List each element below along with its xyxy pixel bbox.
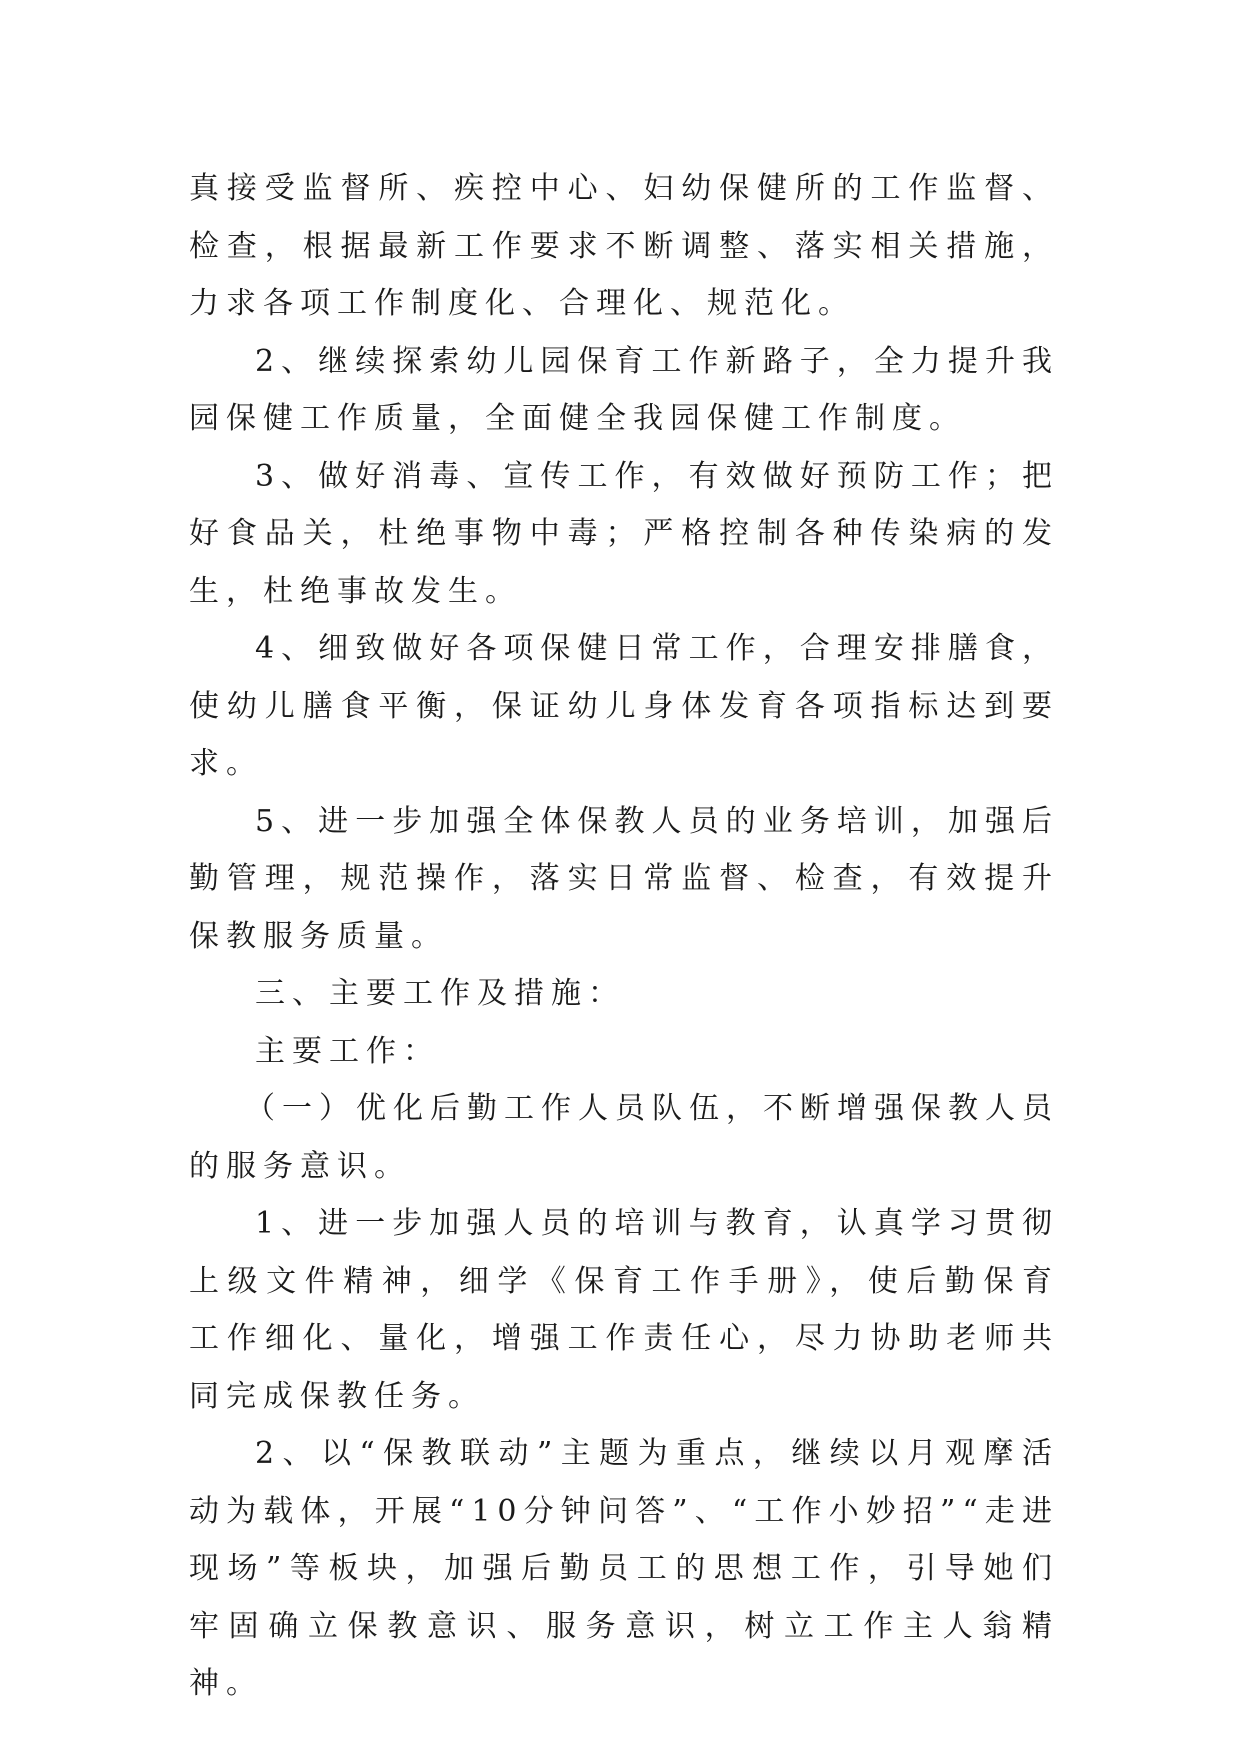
paragraph-sub-item-2-linkage: 2、以“保教联动”主题为重点，继续以月观摩活动为载体，开展“10分钟问答”、“工作小妙招”“走进现场”等板块，加强后勤员工的思想工作，引导她们牢固确立保教意识、服务意识，树立工作主人翁精神。 xyxy=(189,1436,1059,1701)
paragraph-item-3-disinfection: 3、做好消毒、宣传工作，有效做好预防工作；把好食品关，杜绝事物中毒；严格控制各种传染病的发生，杜绝事故发生。 xyxy=(189,458,1059,609)
subheading-main-work: 主要工作： xyxy=(255,1033,440,1069)
subsection-heading-1-optimize-staff: （一）优化后勤工作人员队伍，不断增强保教人员的服务意识。 xyxy=(189,1091,1059,1184)
document-body xyxy=(189,160,1059,1713)
paragraph-continued-supervision: 真接受监督所、疾控中心、妇幼保健所的工作监督、检查，根据最新工作要求不断调整、落实相关措施，力求各项工作制度化、合理化、规范化。 xyxy=(189,171,1059,321)
paragraph-item-4-daily-care: 4、细致做好各项保健日常工作，合理安排膳食，使幼儿膳食平衡，保证幼儿身体发育各项指标达到要求。 xyxy=(189,631,1059,781)
paragraph-item-2-health-quality: 2、继续探索幼儿园保育工作新路子，全力提升我园保健工作质量，全面健全我园保健工作制度。 xyxy=(189,343,1059,436)
section-heading-main-work-measures: 三、主要工作及措施： xyxy=(255,976,625,1011)
paragraph-sub-item-1-training: 1、进一步加强人员的培训与教育，认真学习贯彻上级文件精神，细学《保育工作手册》，使后勤保育工作细化、量化，增强工作责任心，尽力协助老师共同完成保教任务。 xyxy=(189,1206,1059,1414)
paragraph-item-5-staff-training: 5、进一步加强全体保教人员的业务培训，加强后勤管理，规范操作，落实日常监督、检查，有效提升保教服务质量。 xyxy=(189,803,1059,954)
